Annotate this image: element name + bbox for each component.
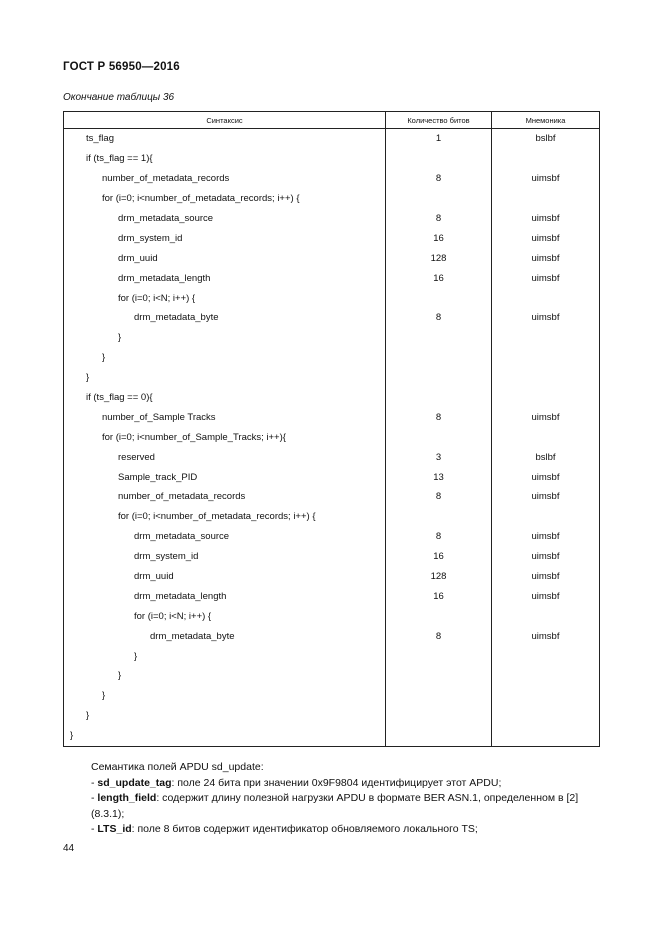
table-row [64,348,600,368]
table-row [64,606,600,626]
table-row [64,686,600,706]
bits-cell: 13 [386,467,492,487]
bits-cell [386,348,492,368]
table-row [64,427,600,447]
bits-cell [386,368,492,388]
mnemonic-cell [492,507,600,527]
table-row [64,149,600,169]
table-row [64,567,600,587]
semantics-term: LTS_id [97,823,132,835]
mnemonic-cell [492,427,600,447]
syntax-cell: drm_metadata_byte [64,626,386,646]
mnemonic-cell [492,706,600,726]
mnemonic-cell [492,189,600,209]
syntax-cell: } [64,666,386,686]
table-caption: Окончание таблицы 36 [63,92,175,103]
semantics-item: - length_field: содержит длину полезной нагрузки APDU в формате BER ASN.1, определенном в [2] (8.3.1); [91,792,579,820]
bits-cell [386,706,492,726]
table-row [64,586,600,606]
table-row [64,308,600,328]
syntax-cell: reserved [64,447,386,467]
bits-cell [386,507,492,527]
table-row [64,228,600,248]
table-row [64,368,600,388]
syntax-cell: drm_uuid [64,567,386,587]
bits-cell: 8 [386,209,492,229]
mnemonic-cell: uimsbf [492,586,600,606]
syntax-cell: } [64,348,386,368]
mnemonic-cell: uimsbf [492,268,600,288]
semantics-item: - LTS_id: поле 8 битов содержит идентификатор обновляемого локального TS; [91,823,478,835]
bits-cell: 1 [386,129,492,149]
table-row [64,447,600,467]
table-row [64,288,600,308]
syntax-cell: for (i=0; i<N; i++) { [64,288,386,308]
syntax-cell: drm_system_id [64,228,386,248]
syntax-cell: } [64,686,386,706]
mnemonic-cell [492,726,600,746]
mnemonic-cell [492,288,600,308]
mnemonic-cell: uimsbf [492,308,600,328]
table-row [64,328,600,348]
mnemonic-cell: bslbf [492,447,600,467]
syntax-cell: } [64,646,386,666]
syntax-cell: if (ts_flag == 0){ [64,388,386,408]
syntax-cell: drm_metadata_source [64,209,386,229]
syntax-cell: number_of_Sample Tracks [64,407,386,427]
bits-cell [386,666,492,686]
syntax-cell: drm_metadata_byte [64,308,386,328]
bits-cell: 8 [386,407,492,427]
syntax-cell: number_of_metadata_records [64,169,386,189]
bits-cell: 8 [386,308,492,328]
syntax-cell: } [64,726,386,746]
syntax-cell: drm_uuid [64,248,386,268]
semantics-term: sd_update_tag [97,776,172,789]
table-row [64,467,600,487]
semantics-section [63,760,599,838]
semantics-term: length_field [97,792,157,804]
syntax-cell: } [64,368,386,388]
mnemonic-cell: uimsbf [492,567,600,587]
bits-cell [386,189,492,209]
mnemonic-cell [492,646,600,666]
semantics-text: : поле 24 бита при значении 0x9F9804 идентифицирует этот APDU; [171,776,502,789]
mnemonic-cell: uimsbf [492,407,600,427]
mnemonic-cell: uimsbf [492,228,600,248]
mnemonic-cell [492,686,600,706]
mnemonic-cell: uimsbf [492,487,600,507]
mnemonic-cell [492,388,600,408]
column-header-syntax: Синтаксис [64,112,386,129]
bits-cell: 3 [386,447,492,467]
bits-cell [386,328,492,348]
mnemonic-cell: uimsbf [492,527,600,547]
mnemonic-cell: uimsbf [492,209,600,229]
bits-cell: 16 [386,268,492,288]
table-body [64,129,600,747]
bits-cell: 16 [386,547,492,567]
syntax-cell: number_of_metadata_records [64,487,386,507]
syntax-cell: if (ts_flag == 1){ [64,149,386,169]
semantics-text: : поле 8 битов содержит идентификатор обновляемого локального TS; [131,823,478,835]
bits-cell [386,149,492,169]
bits-cell: 8 [386,169,492,189]
table-row [64,209,600,229]
table-row [64,129,600,149]
syntax-cell: for (i=0; i<number_of_metadata_records; i++) { [64,507,386,527]
table-row [64,487,600,507]
bits-cell [386,288,492,308]
mnemonic-cell [492,328,600,348]
bits-cell [386,646,492,666]
table-row [64,666,600,686]
syntax-cell: drm_metadata_source [64,527,386,547]
bits-cell: 128 [386,567,492,587]
syntax-cell: ts_flag [64,129,386,149]
table-row [64,706,600,726]
bits-cell: 8 [386,527,492,547]
mnemonic-cell: uimsbf [492,547,600,567]
bits-cell [386,686,492,706]
table-row [64,248,600,268]
table-row [64,626,600,646]
bits-cell: 8 [386,487,492,507]
mnemonic-cell: uimsbf [492,248,600,268]
syntax-cell: for (i=0; i<number_of_Sample_Tracks; i++){ [64,427,386,447]
mnemonic-cell: uimsbf [492,467,600,487]
table-row [64,268,600,288]
table-row [64,726,600,746]
syntax-cell: for (i=0; i<number_of_metadata_records; i++) { [64,189,386,209]
mnemonic-cell [492,368,600,388]
document-header: ГОСТ Р 56950—2016 [63,61,180,73]
mnemonic-cell [492,666,600,686]
table-row [64,407,600,427]
table-row [64,547,600,567]
table-row [64,507,600,527]
syntax-cell: } [64,706,386,726]
table-header-row [64,112,600,129]
table-row [64,646,600,666]
semantics-intro: Семантика полей APDU sd_update: [91,761,264,773]
page-number: 44 [63,843,75,854]
bits-cell: 16 [386,586,492,606]
syntax-cell: drm_system_id [64,547,386,567]
bits-cell [386,726,492,746]
mnemonic-cell: uimsbf [492,626,600,646]
mnemonic-cell [492,348,600,368]
table-row [64,388,600,408]
syntax-cell: drm_metadata_length [64,268,386,288]
syntax-cell: drm_metadata_length [64,586,386,606]
syntax-cell: for (i=0; i<N; i++) { [64,606,386,626]
table-row [64,527,600,547]
mnemonic-cell: bslbf [492,129,600,149]
bits-cell: 128 [386,248,492,268]
semantics-item: - sd_update_tag: поле 24 бита при значении 0x9F9804 идентифицирует этот APDU; [91,776,502,789]
syntax-cell: Sample_track_PID [64,467,386,487]
mnemonic-cell [492,606,600,626]
bits-cell: 8 [386,626,492,646]
column-header-mnemonic: Мнемоника [492,112,600,129]
bits-cell [386,427,492,447]
mnemonic-cell [492,149,600,169]
mnemonic-cell: uimsbf [492,169,600,189]
semantics-text: : содержит длину полезной нагрузки APDU в формате BER ASN.1, определенном в [2] (8.3.1); [91,792,579,820]
bits-cell [386,388,492,408]
bits-cell [386,606,492,626]
bits-cell: 16 [386,228,492,248]
table-row [64,169,600,189]
syntax-cell: } [64,328,386,348]
table-row [64,189,600,209]
syntax-table [63,111,599,747]
column-header-bits: Количество битов [386,112,492,129]
